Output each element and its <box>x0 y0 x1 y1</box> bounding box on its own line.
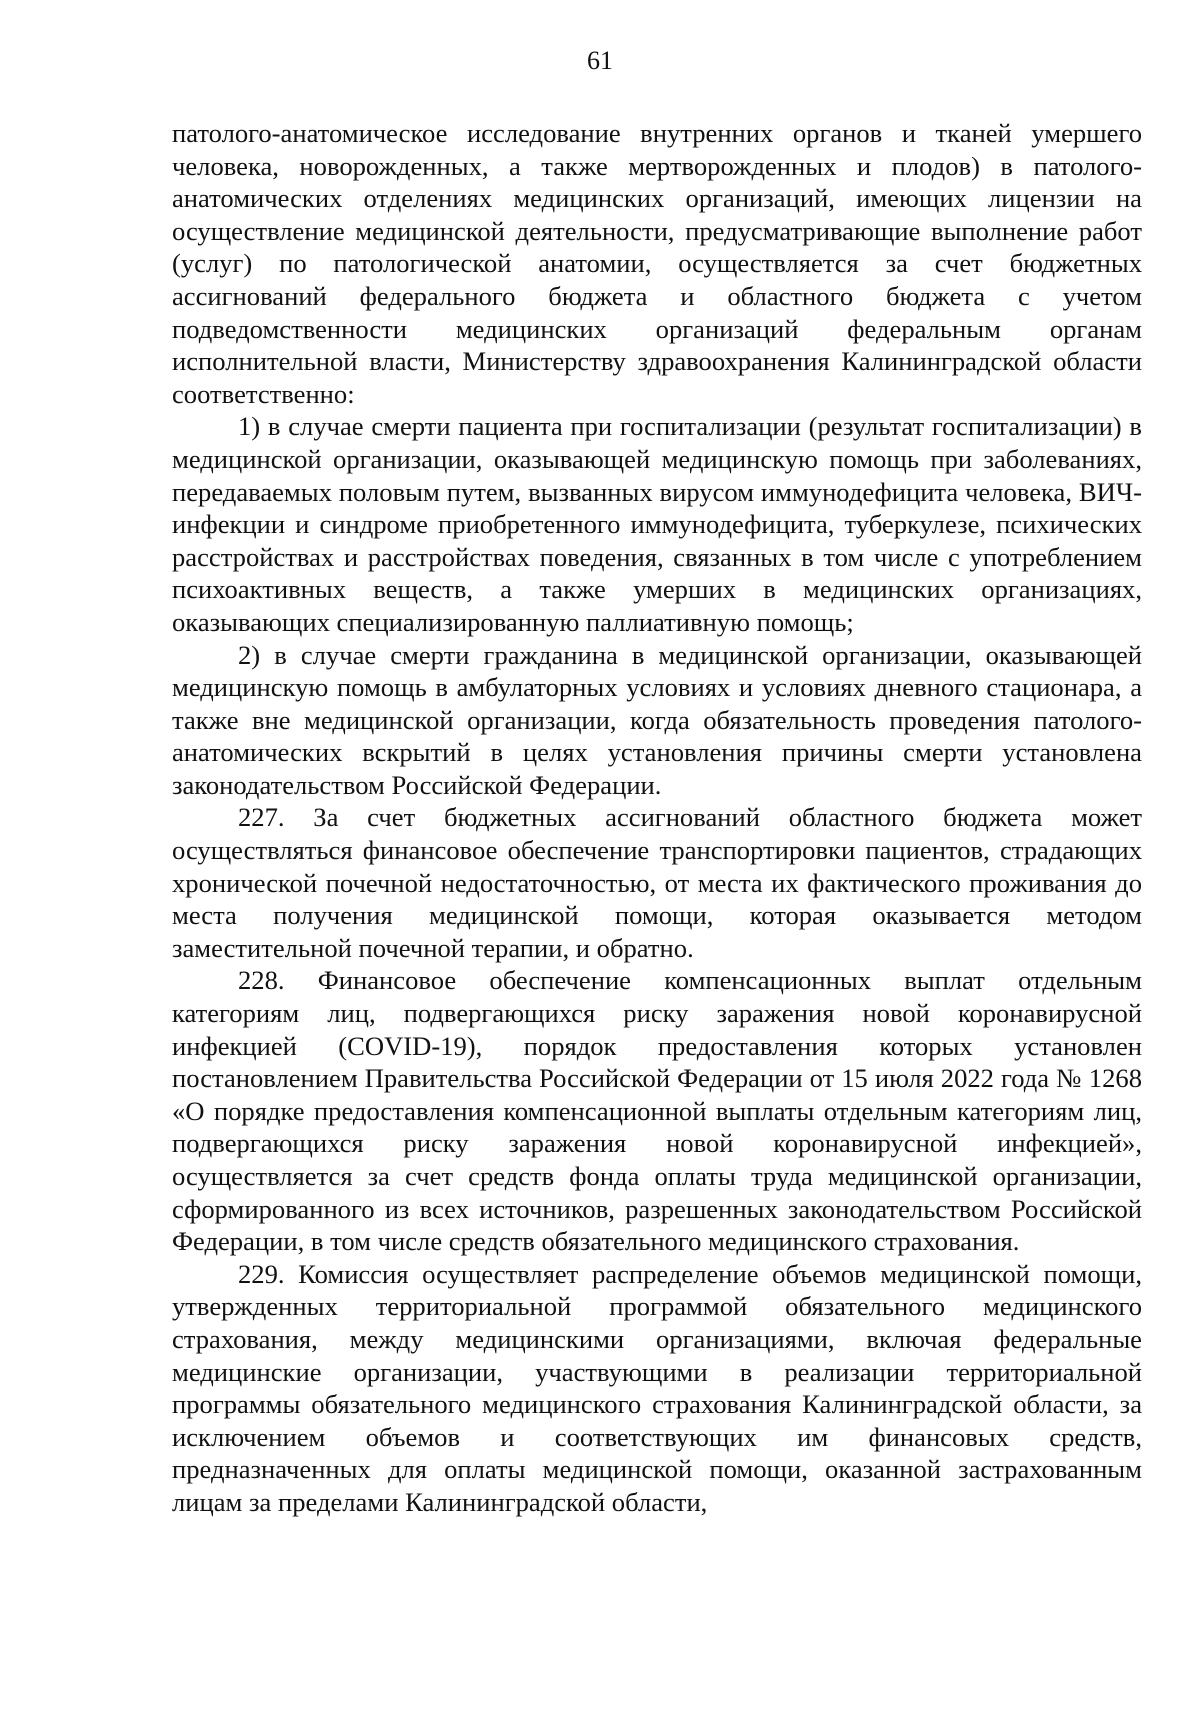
paragraph-item-1: 1) в случае смерти пациента при госпитализации (результат госпитализации) в медицинской организации, оказывающей медицинскую помощь при заболеваниях, передаваемых половым путем, вызванных вирусом иммунодефицита человека, ВИЧ-инфекции и синдроме приобретенного иммунодефицита, туберкулезе, психических расстройствах и расстройствах поведения, связанных в том числе с употреблением психоактивных веществ, а также умерших в медицинских организациях, оказывающих специализированную паллиативную помощь; <box>172 411 1142 637</box>
page-number: 61 <box>587 46 613 75</box>
document-body <box>172 117 1142 1519</box>
paragraph-227: 227. За счет бюджетных ассигнований областного бюджета может осуществляться финансовое обеспечение транспортировки пациентов, страдающих хронической почечной недостаточностью, от места их фактического проживания до места получения медицинской помощи, которая оказывается методом заместительной почечной терапии, и обратно. <box>172 802 1142 963</box>
paragraph-228: 228. Финансовое обеспечение компенсационных выплат отдельным категориям лиц, подвергающихся риску заражения новой коронавирусной инфекцией (COVID-19), порядок предоставления которых установлен постановлением Правительства Российской Федерации от 15 июля 2022 года № 1268 «О порядке предоставления компенсационной выплаты отдельным категориям лиц, подвергающихся риску заражения новой коронавирусной инфекцией», осуществляется за счет средств фонда оплаты труда медицинской организации, сформированного из всех источников, разрешенных законодательством Российской Федерации, в том числе средств обязательного медицинского страхования. <box>172 965 1142 1257</box>
paragraph-continuation: патолого-анатомическое исследование внутренних органов и тканей умершего человека, новорожденных, а также мертворожденных и плодов) в патолого-анатомических отделениях медицинских организаций, имеющих лицензии на осуществление медицинской деятельности, предусматривающие выполнение работ (услуг) по патологической анатомии, осуществляется за счет бюджетных ассигнований федерального бюджета и областного бюджета с учетом подведомственности медицинских организаций федеральным органам исполнительной власти, Министерству здравоохранения Калининградской области соответственно: <box>172 118 1142 409</box>
paragraph-item-2: 2) в случае смерти гражданина в медицинской организации, оказывающей медицинскую помощь в амбулаторных условиях и условиях дневного стационара, а также вне медицинской организации, когда обязательность проведения патолого-анатомических вскрытий в целях установления причины смерти установлена законодательством Российской Федерации. <box>172 639 1142 800</box>
paragraph-229: 229. Комиссия осуществляет распределение объемов медицинской помощи, утвержденных территориальной программой обязательного медицинского страхования, между медицинскими организациями, включая федеральные медицинские организации, участвующими в реализации территориальной программы обязательного медицинского страхования Калининградской области, за исключением объемов и соответствующих им финансовых средств, предназначенных для оплаты медицинской помощи, оказанной застрахованным лицам за пределами Калининградской области, <box>172 1258 1142 1517</box>
